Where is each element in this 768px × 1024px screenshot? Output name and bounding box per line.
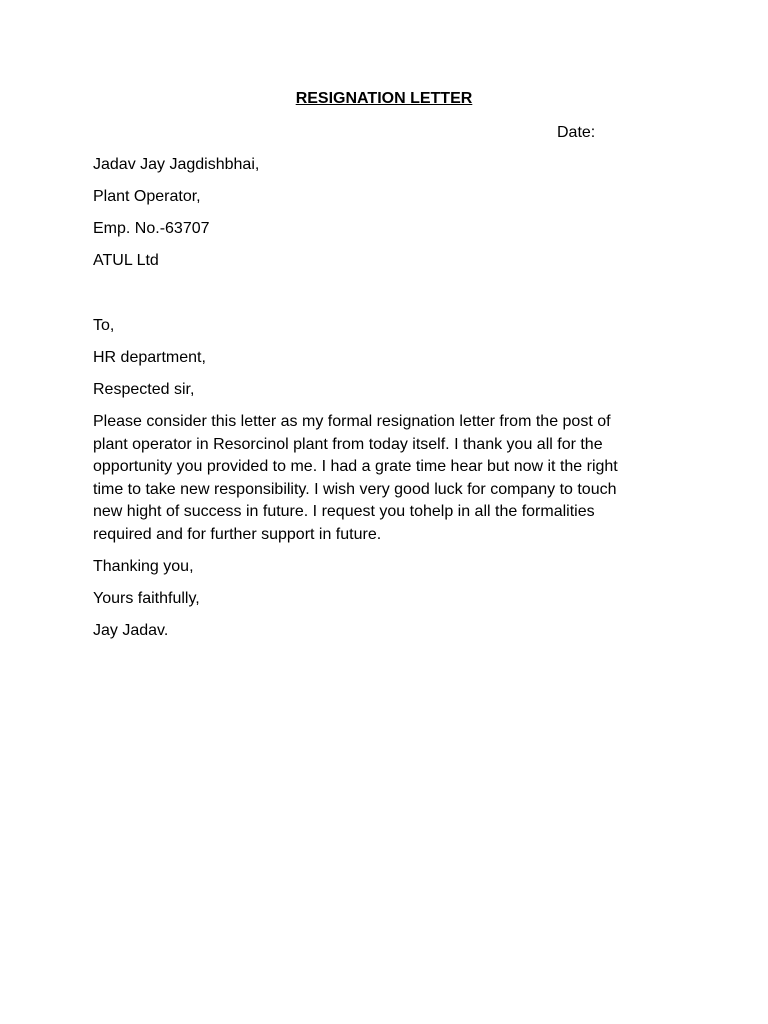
- body-line: required and for further support in future.: [93, 525, 382, 543]
- salutation: Respected sir,: [93, 381, 195, 398]
- signature-name: Jay Jadav.: [93, 622, 169, 639]
- body-line: opportunity you provided to me. I had a grate time hear but now it the right: [93, 458, 618, 476]
- letter-title: RESIGNATION LETTER: [295, 90, 473, 107]
- closing-sign-off: Yours faithfully,: [93, 590, 200, 607]
- recipient-department: HR department,: [93, 349, 206, 366]
- sender-emp-no: Emp. No.-63707: [93, 220, 210, 237]
- sender-company: ATUL Ltd: [93, 252, 159, 269]
- recipient-to: To,: [93, 317, 115, 334]
- body-line: time to take new responsibility. I wish very good luck for company to touch: [93, 480, 617, 498]
- body-line: Please consider this letter as my formal resignation letter from the post of: [93, 413, 611, 430]
- body-line: new hight of success in future. I request you tohelp in all the formalities: [93, 503, 595, 521]
- closing-thanks: Thanking you,: [93, 558, 194, 575]
- sender-designation: Plant Operator,: [93, 188, 201, 205]
- letter-body: [93, 411, 655, 547]
- body-line: plant operator in Resorcinol plant from today itself. I thank you all for the: [93, 435, 603, 453]
- date-label: Date:: [557, 124, 596, 141]
- sender-name: Jadav Jay Jagdishbhai,: [93, 156, 260, 173]
